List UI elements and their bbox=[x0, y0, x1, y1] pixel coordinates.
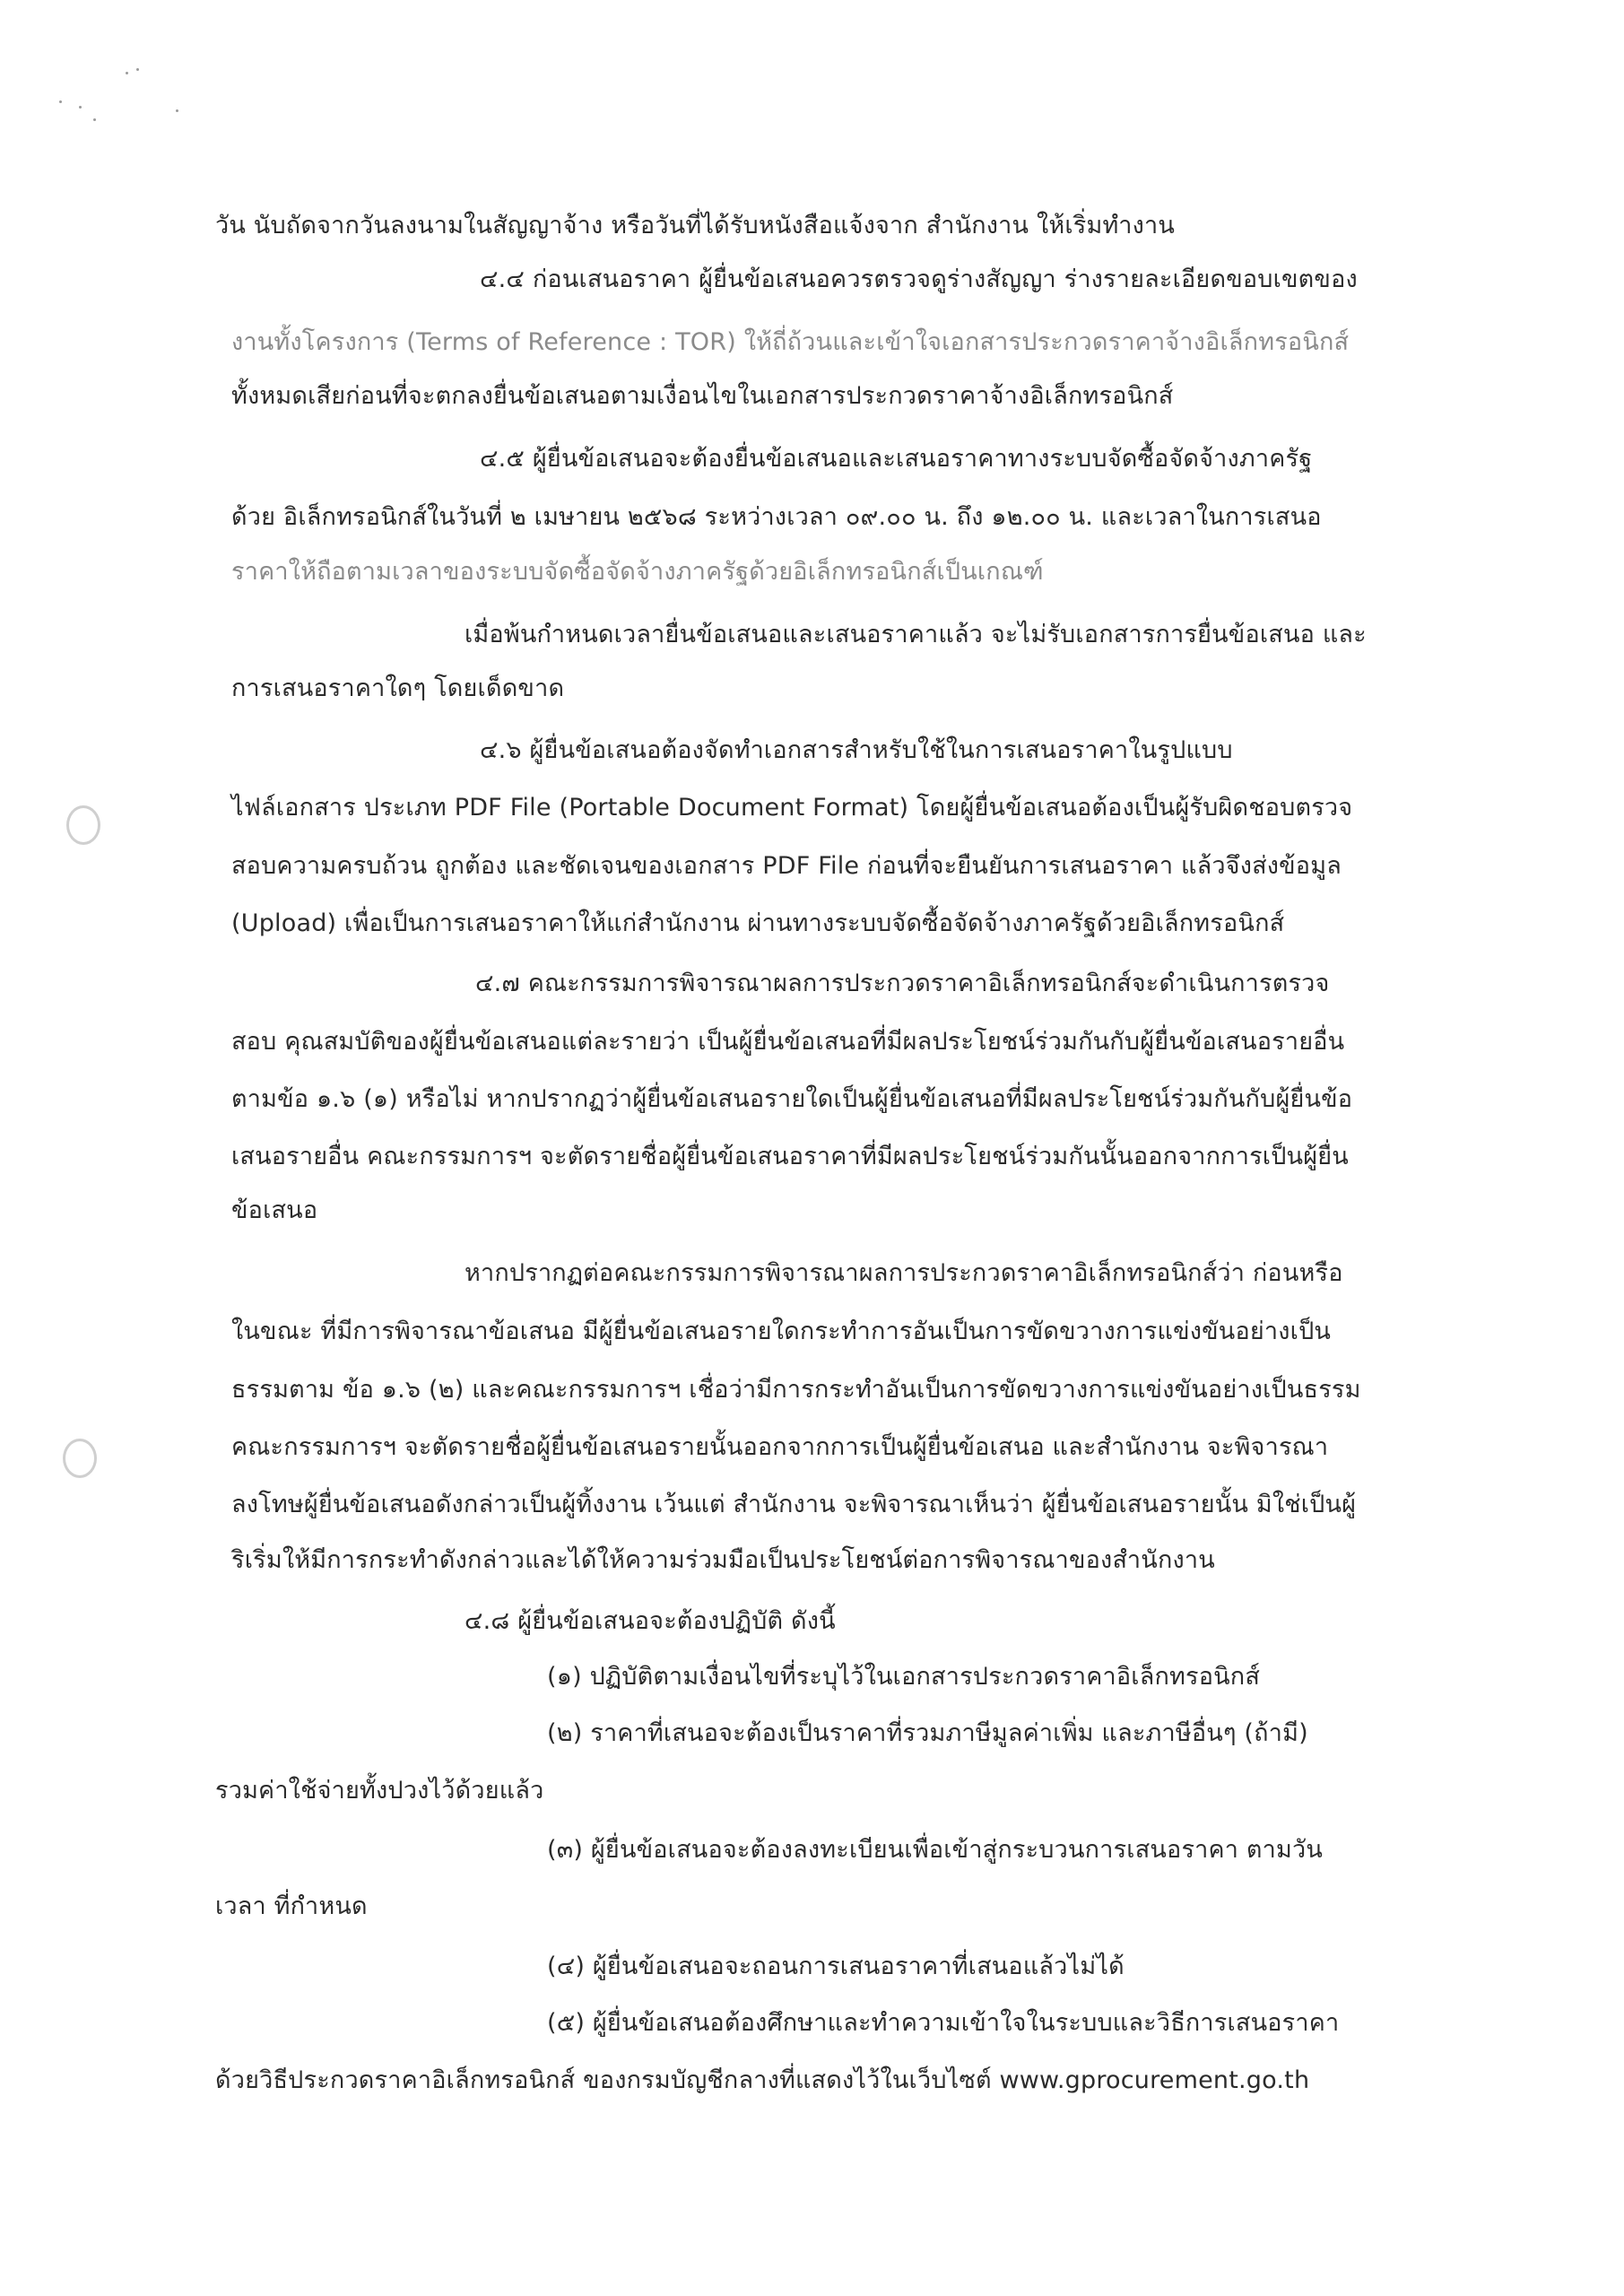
text-line: ด้วยวิธีประกวดราคาอิเล็กทรอนิกส์ ของกรมบัญชีกลางที่แสดงไว้ในเว็บไซต์ www.gprocurement.go.th bbox=[215, 2066, 1310, 2094]
text-line: การเสนอราคาใดๆ โดยเด็ดขาด bbox=[231, 674, 565, 702]
text-line: ตามข้อ ๑.๖ (๑) หรือไม่ หากปรากฏว่าผู้ยื่นข้อเสนอรายใดเป็นผู้ยื่นข้อเสนอที่มีผลประโยชน์ร่วมกันกับผู้ยื่นข้อ bbox=[231, 1085, 1353, 1113]
text-line: เสนอรายอื่น คณะกรรมการฯ จะตัดรายชื่อผู้ยื่นข้อเสนอราคาที่มีผลประโยชน์ร่วมกันนั้นออกจากการเป็นผู้ยื่น bbox=[231, 1143, 1349, 1170]
list-item-3: (๓) ผู้ยื่นข้อเสนอจะต้องลงทะเบียนเพื่อเข้าสู่กระบวนการเสนอราคา ตามวัน bbox=[547, 1836, 1324, 1864]
scan-speck bbox=[176, 109, 178, 112]
scan-speck bbox=[136, 68, 139, 71]
text-line: สอบความครบถ้วน ถูกต้อง และชัดเจนของเอกสาร PDF File ก่อนที่จะยืนยันการเสนอราคา แล้วจึงส่งข้อมูล bbox=[231, 852, 1342, 880]
section-4-8: ๔.๘ ผู้ยื่นข้อเสนอจะต้องปฏิบัติ ดังนี้ bbox=[465, 1607, 836, 1635]
text-line: รวมค่าใช้จ่ายทั้งปวงไว้ด้วยแล้ว bbox=[215, 1777, 544, 1805]
text-line: เวลา ที่กำหนด bbox=[215, 1892, 368, 1920]
section-4-4: ๔.๔ ก่อนเสนอราคา ผู้ยื่นข้อเสนอควรตรวจดูร่างสัญญา ร่างรายละเอียดขอบเขตของ bbox=[480, 265, 1358, 293]
section-4-6: ๔.๖ ผู้ยื่นข้อเสนอต้องจัดทำเอกสารสำหรับใช้ในการเสนอราคาในรูปแบบ bbox=[480, 736, 1233, 764]
text-line: ริเริ่มให้มีการกระทำดังกล่าวและได้ให้ความร่วมมือเป็นประโยชน์ต่อการพิจารณาของสำนักงาน bbox=[231, 1546, 1215, 1574]
punch-hole-bottom bbox=[63, 1439, 97, 1478]
scan-speck bbox=[59, 100, 62, 103]
scan-speck bbox=[126, 72, 128, 74]
text-line: งานทั้งโครงการ (Terms of Reference : TOR) ให้ถี่ถ้วนและเข้าใจเอกสารประกวดราคาจ้างอิเล็กทรอนิกส์ bbox=[231, 328, 1350, 356]
text-line: ลงโทษผู้ยื่นข้อเสนอดังกล่าวเป็นผู้ทิ้งงาน เว้นแต่ สำนักงาน จะพิจารณาเห็นว่า ผู้ยื่นข้อเสนอรายนั้น มิใช่เป็นผู้ bbox=[231, 1491, 1357, 1518]
text-line: (Upload) เพื่อเป็นการเสนอราคาให้แก่สำนักงาน ผ่านทางระบบจัดซื้อจัดจ้างภาครัฐด้วยอิเล็กทรอนิกส์ bbox=[231, 909, 1285, 937]
punch-hole-top bbox=[66, 805, 100, 845]
list-item-5: (๕) ผู้ยื่นข้อเสนอต้องศึกษาและทำความเข้าใจในระบบและวิธีการเสนอราคา bbox=[547, 2009, 1340, 2037]
text-line: วัน นับถัดจากวันลงนามในสัญญาจ้าง หรือวันที่ได้รับหนังสือแจ้งจาก สำนักงาน ให้เริ่มทำงาน bbox=[215, 212, 1176, 239]
text-line: ไฟล์เอกสาร ประเภท PDF File (Portable Document Format) โดยผู้ยื่นข้อเสนอต้องเป็นผู้รับผิดชอบตรวจ bbox=[231, 794, 1353, 822]
list-item-1: (๑) ปฏิบัติตามเงื่อนไขที่ระบุไว้ในเอกสารประกวดราคาอิเล็กทรอนิกส์ bbox=[547, 1663, 1261, 1691]
text-line: หากปรากฏต่อคณะกรรมการพิจารณาผลการประกวดราคาอิเล็กทรอนิกส์ว่า ก่อนหรือ bbox=[465, 1259, 1343, 1287]
text-line: คณะกรรมการฯ จะตัดรายชื่อผู้ยื่นข้อเสนอรายนั้นออกจากการเป็นผู้ยื่นข้อเสนอ และสำนักงาน จะพิจารณา bbox=[231, 1433, 1329, 1461]
text-line: ข้อเสนอ bbox=[231, 1196, 318, 1224]
list-item-4: (๔) ผู้ยื่นข้อเสนอจะถอนการเสนอราคาที่เสนอแล้วไม่ได้ bbox=[547, 1952, 1125, 1980]
text-line: เมื่อพ้นกำหนดเวลายื่นข้อเสนอและเสนอราคาแล้ว จะไม่รับเอกสารการยื่นข้อเสนอ และ bbox=[465, 621, 1367, 648]
text-line: ราคาให้ถือตามเวลาของระบบจัดซื้อจัดจ้างภาครัฐด้วยอิเล็กทรอนิกส์เป็นเกณฑ์ bbox=[231, 558, 1044, 586]
section-4-5: ๔.๕ ผู้ยื่นข้อเสนอจะต้องยื่นข้อเสนอและเสนอราคาทางระบบจัดซื้อจัดจ้างภาครัฐ bbox=[480, 445, 1313, 473]
text-line: ธรรมตาม ข้อ ๑.๖ (๒) และคณะกรรมการฯ เชื่อว่ามีการกระทำอันเป็นการขัดขวางการแข่งขันอย่างเป็นธรรม bbox=[231, 1376, 1361, 1404]
text-line: ทั้งหมดเสียก่อนที่จะตกลงยื่นข้อเสนอตามเงื่อนไขในเอกสารประกวดราคาจ้างอิเล็กทรอนิกส์ bbox=[231, 382, 1174, 410]
list-item-2: (๒) ราคาที่เสนอจะต้องเป็นราคาที่รวมภาษีมูลค่าเพิ่ม และภาษีอื่นๆ (ถ้ามี) bbox=[547, 1719, 1308, 1747]
scan-speck bbox=[79, 106, 82, 109]
text-line: ด้วย อิเล็กทรอนิกส์ในวันที่ ๒ เมษายน ๒๕๖๘ ระหว่างเวลา ๐๙.๐๐ น. ถึง ๑๒.๐๐ น. และเวลาในการเสนอ bbox=[231, 503, 1322, 531]
section-4-7: ๔.๗ คณะกรรมการพิจารณาผลการประกวดราคาอิเล็กทรอนิกส์จะดำเนินการตรวจ bbox=[475, 970, 1330, 997]
text-line: ในขณะ ที่มีการพิจารณาข้อเสนอ มีผู้ยื่นข้อเสนอรายใดกระทำการอันเป็นการขัดขวางการแข่งขันอย่างเป็น bbox=[231, 1318, 1332, 1345]
scan-speck bbox=[93, 118, 96, 121]
text-line: สอบ คุณสมบัติของผู้ยื่นข้อเสนอแต่ละรายว่า เป็นผู้ยื่นข้อเสนอที่มีผลประโยชน์ร่วมกันกับผู้ยื่นข้อเสนอรายอื่น bbox=[231, 1028, 1345, 1056]
